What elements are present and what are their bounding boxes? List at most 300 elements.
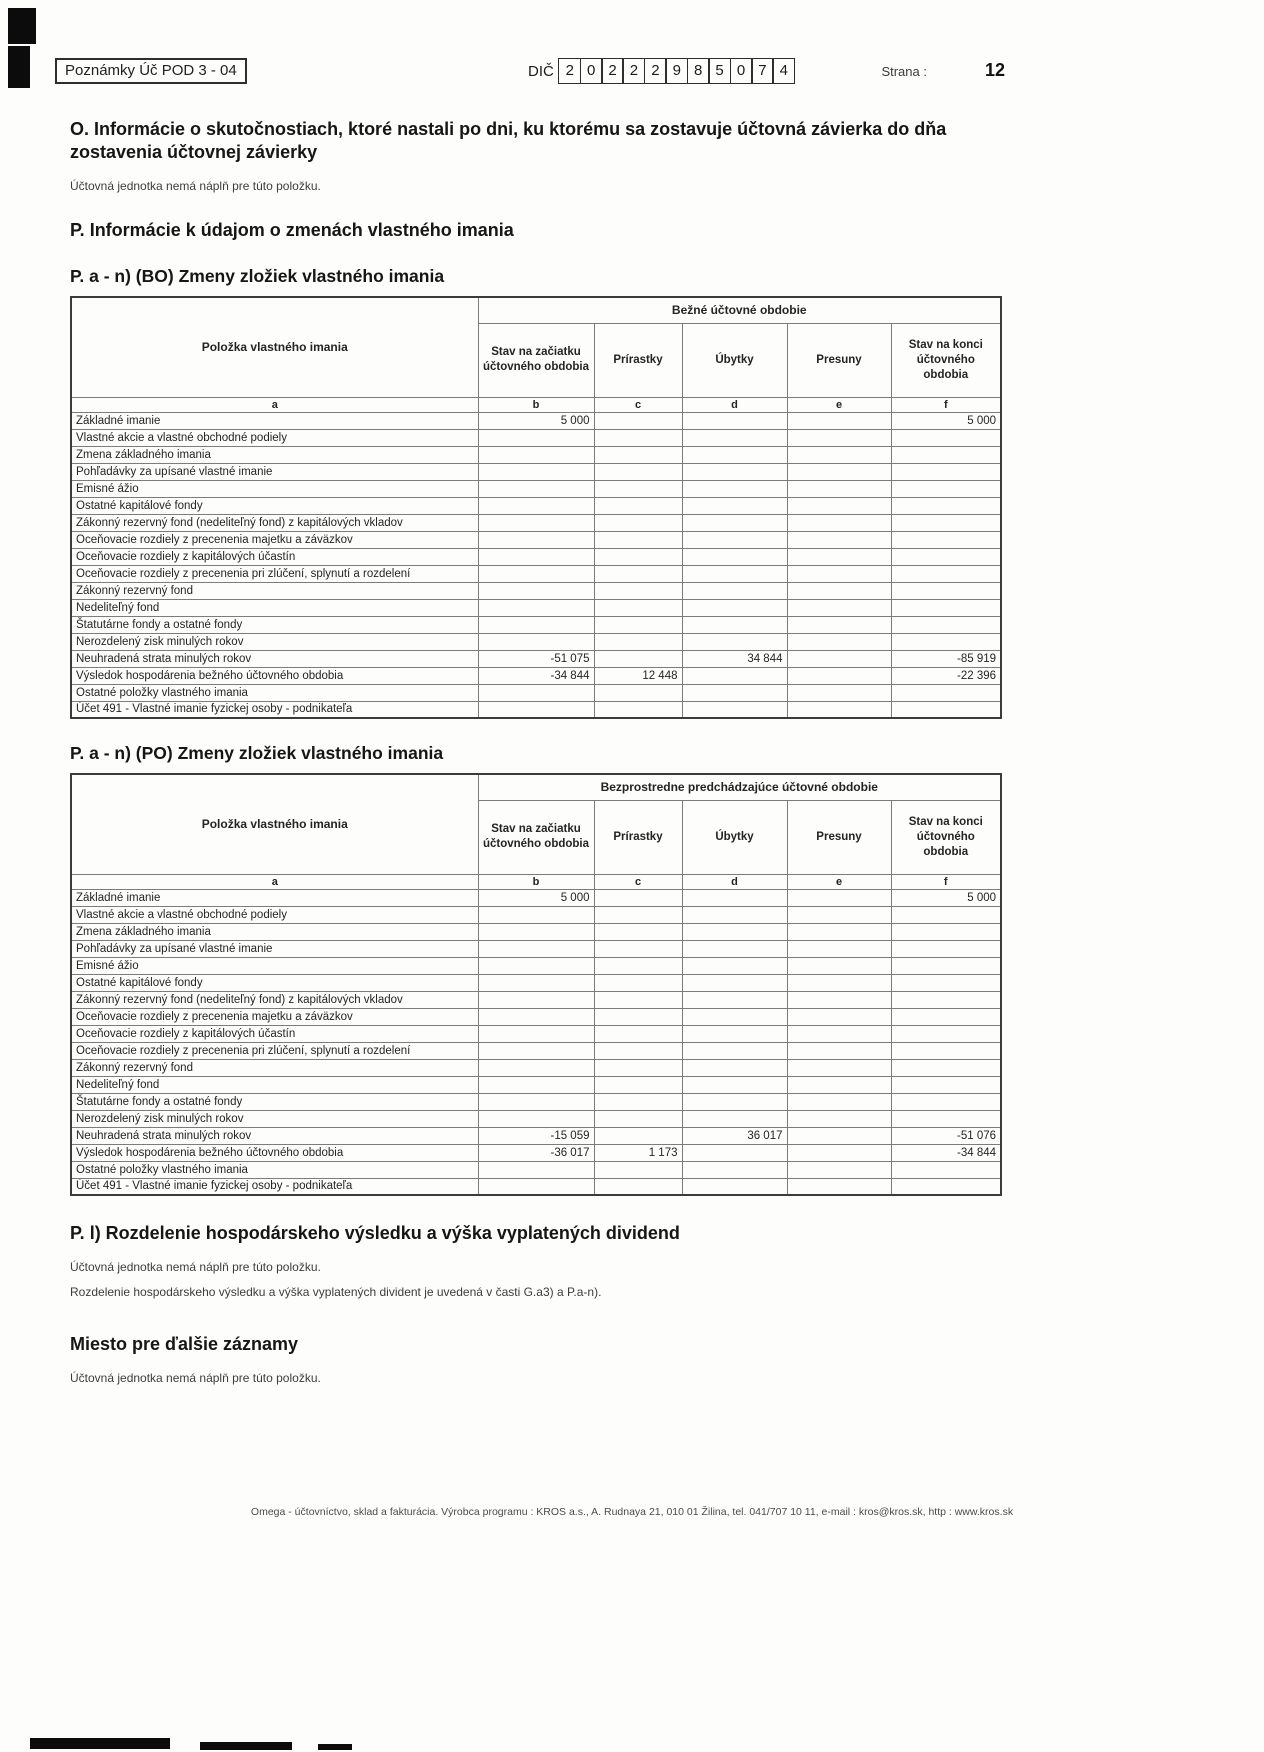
row-value-f xyxy=(891,548,1001,565)
row-value-e xyxy=(787,923,891,940)
row-value-d xyxy=(682,497,787,514)
row-value-d xyxy=(682,599,787,616)
dic-digit-box: 2 xyxy=(601,58,624,84)
row-label: Ostatné položky vlastného imania xyxy=(71,684,478,701)
row-value-e xyxy=(787,1042,891,1059)
row-value-e xyxy=(787,463,891,480)
row-value-e xyxy=(787,1144,891,1161)
row-value-e xyxy=(787,701,891,718)
row-value-b xyxy=(478,616,594,633)
row-value-c xyxy=(594,1161,682,1178)
row-value-e xyxy=(787,514,891,531)
col-header-c: Prírastky xyxy=(594,323,682,397)
row-label: Štatutárne fondy a ostatné fondy xyxy=(71,616,478,633)
dic-digit-box: 4 xyxy=(772,58,795,84)
row-label: Zákonný rezervný fond xyxy=(71,1059,478,1076)
row-value-d xyxy=(682,514,787,531)
row-value-b xyxy=(478,991,594,1008)
row-value-c xyxy=(594,957,682,974)
row-value-d xyxy=(682,1110,787,1127)
row-value-f xyxy=(891,940,1001,957)
row-value-d: 36 017 xyxy=(682,1127,787,1144)
row-value-c xyxy=(594,1059,682,1076)
dic-digit-box: 8 xyxy=(687,58,710,84)
dic-digit-box: 2 xyxy=(644,58,667,84)
imania-row xyxy=(71,480,1001,497)
letter-b: b xyxy=(478,874,594,889)
row-value-c xyxy=(594,497,682,514)
imania-row xyxy=(71,1161,1001,1178)
row-value-c xyxy=(594,412,682,429)
imania-table-bo xyxy=(70,296,1002,719)
row-value-c xyxy=(594,548,682,565)
imania-row xyxy=(71,940,1001,957)
scan-artifact xyxy=(318,1744,352,1750)
row-value-e xyxy=(787,1025,891,1042)
row-value-d xyxy=(682,1093,787,1110)
row-value-f xyxy=(891,599,1001,616)
row-value-b xyxy=(478,1042,594,1059)
row-value-d xyxy=(682,1076,787,1093)
letter-c: c xyxy=(594,397,682,412)
row-value-e xyxy=(787,412,891,429)
row-value-d xyxy=(682,616,787,633)
imania-row xyxy=(71,1008,1001,1025)
row-value-c xyxy=(594,446,682,463)
dic-label: DIČ xyxy=(528,62,554,80)
imania-row xyxy=(71,599,1001,616)
dic-field xyxy=(528,58,795,84)
row-value-e xyxy=(787,633,891,650)
imania-row xyxy=(71,582,1001,599)
imania-row xyxy=(71,1042,1001,1059)
col-header-d: Úbytky xyxy=(682,323,787,397)
row-value-b xyxy=(478,497,594,514)
imania-row xyxy=(71,701,1001,718)
row-value-b xyxy=(478,633,594,650)
row-value-b xyxy=(478,1059,594,1076)
letter-d: d xyxy=(682,874,787,889)
dic-digit-box: 0 xyxy=(580,58,603,84)
row-value-d xyxy=(682,548,787,565)
col-header-e: Presuny xyxy=(787,323,891,397)
row-value-f xyxy=(891,906,1001,923)
imania-row xyxy=(71,412,1001,429)
dic-digit-box: 5 xyxy=(708,58,731,84)
row-value-b xyxy=(478,957,594,974)
imania-row xyxy=(71,497,1001,514)
row-label: Vlastné akcie a vlastné obchodné podiely xyxy=(71,906,478,923)
imania-row xyxy=(71,684,1001,701)
scan-artifact xyxy=(8,46,30,88)
form-id-box: Poznámky Úč POD 3 - 04 xyxy=(55,58,247,84)
letter-f: f xyxy=(891,397,1001,412)
imania-row xyxy=(71,1076,1001,1093)
row-value-e xyxy=(787,906,891,923)
col-header-f: Stav na konci účtovného obdobia xyxy=(891,323,1001,397)
row-value-b: -15 059 xyxy=(478,1127,594,1144)
row-value-f xyxy=(891,429,1001,446)
row-value-e xyxy=(787,684,891,701)
row-value-b xyxy=(478,1076,594,1093)
col-header-item: Položka vlastného imania xyxy=(71,774,478,874)
row-value-e xyxy=(787,582,891,599)
row-value-f xyxy=(891,582,1001,599)
imania-row xyxy=(71,906,1001,923)
row-value-e xyxy=(787,1093,891,1110)
row-value-f: -85 919 xyxy=(891,650,1001,667)
row-label: Výsledok hospodárenia bežného účtovného obdobia xyxy=(71,1144,478,1161)
row-value-f xyxy=(891,701,1001,718)
section-pl-title: P. l) Rozdelenie hospodárskeho výsledku a výška vyplatených dividend xyxy=(70,1223,680,1244)
table-bo-title: P. a - n) (BO) Zmeny zložiek vlastného imania xyxy=(70,266,445,287)
row-value-e xyxy=(787,565,891,582)
row-label: Nerozdelený zisk minulých rokov xyxy=(71,1110,478,1127)
row-value-c xyxy=(594,514,682,531)
row-label: Emisné ážio xyxy=(71,480,478,497)
row-value-d xyxy=(682,412,787,429)
row-label: Emisné ážio xyxy=(71,957,478,974)
row-value-f: -51 076 xyxy=(891,1127,1001,1144)
row-value-e xyxy=(787,1127,891,1144)
row-value-b xyxy=(478,701,594,718)
row-value-b xyxy=(478,684,594,701)
row-value-e xyxy=(787,480,891,497)
row-value-f xyxy=(891,1076,1001,1093)
row-value-c xyxy=(594,616,682,633)
imania-row xyxy=(71,548,1001,565)
row-value-d xyxy=(682,667,787,684)
row-value-d xyxy=(682,1161,787,1178)
col-header-c: Prírastky xyxy=(594,800,682,874)
row-value-b xyxy=(478,514,594,531)
row-label: Oceňovacie rozdiely z precenenia pri zlúčení, splynutí a rozdelení xyxy=(71,565,478,582)
row-value-c xyxy=(594,701,682,718)
letter-f: f xyxy=(891,874,1001,889)
imania-row xyxy=(71,429,1001,446)
row-value-f xyxy=(891,531,1001,548)
row-value-b xyxy=(478,1110,594,1127)
row-value-f xyxy=(891,514,1001,531)
row-value-d xyxy=(682,1008,787,1025)
row-value-f xyxy=(891,633,1001,650)
row-value-d xyxy=(682,1178,787,1195)
col-header-b: Stav na začiatku účtovného obdobia xyxy=(478,323,594,397)
row-value-c xyxy=(594,889,682,906)
imania-row xyxy=(71,1059,1001,1076)
row-value-f xyxy=(891,1161,1001,1178)
row-value-d xyxy=(682,889,787,906)
row-value-d xyxy=(682,991,787,1008)
row-label: Nerozdelený zisk minulých rokov xyxy=(71,633,478,650)
row-label: Pohľadávky za upísané vlastné imanie xyxy=(71,463,478,480)
row-label: Účet 491 - Vlastné imanie fyzickej osoby - podnikateľa xyxy=(71,701,478,718)
row-label: Zákonný rezervný fond xyxy=(71,582,478,599)
row-value-e xyxy=(787,548,891,565)
row-value-c xyxy=(594,565,682,582)
row-label: Účet 491 - Vlastné imanie fyzickej osoby - podnikateľa xyxy=(71,1178,478,1195)
row-value-e xyxy=(787,889,891,906)
row-value-d xyxy=(682,957,787,974)
row-value-d xyxy=(682,1059,787,1076)
imania-row xyxy=(71,1127,1001,1144)
row-value-c xyxy=(594,974,682,991)
row-label: Neuhradená strata minulých rokov xyxy=(71,1127,478,1144)
row-value-d xyxy=(682,633,787,650)
row-value-c xyxy=(594,906,682,923)
imania-row xyxy=(71,957,1001,974)
table-po-title: P. a - n) (PO) Zmeny zložiek vlastného imania xyxy=(70,743,444,764)
row-value-c xyxy=(594,1042,682,1059)
row-label: Vlastné akcie a vlastné obchodné podiely xyxy=(71,429,478,446)
row-value-b xyxy=(478,446,594,463)
row-value-d xyxy=(682,701,787,718)
row-label: Základné imanie xyxy=(71,412,478,429)
row-value-b: -34 844 xyxy=(478,667,594,684)
section-o-title: O. Informácie o skutočnostiach, ktoré nastali po dni, ku ktorému sa zostavuje účtovná závierka do dňa zostavenia účtovnej závierky xyxy=(70,119,947,163)
row-label: Nedeliteľný fond xyxy=(71,1076,478,1093)
imania-row xyxy=(71,514,1001,531)
row-label: Štatutárne fondy a ostatné fondy xyxy=(71,1093,478,1110)
row-value-b xyxy=(478,1093,594,1110)
row-value-b xyxy=(478,1161,594,1178)
row-value-e xyxy=(787,991,891,1008)
row-value-e xyxy=(787,650,891,667)
row-value-b xyxy=(478,974,594,991)
dic-digit-box: 0 xyxy=(730,58,753,84)
row-value-b xyxy=(478,1025,594,1042)
period-header: Bezprostredne predchádzajúce účtovné obdobie xyxy=(478,774,1001,800)
row-value-b xyxy=(478,531,594,548)
row-value-f: 5 000 xyxy=(891,412,1001,429)
row-value-e xyxy=(787,974,891,991)
section-o-note: Účtovná jednotka nemá náplň pre túto položku. xyxy=(70,179,321,194)
col-header-d: Úbytky xyxy=(682,800,787,874)
row-label: Zákonný rezervný fond (nedeliteľný fond) z kapitálových vkladov xyxy=(71,991,478,1008)
row-value-b xyxy=(478,1008,594,1025)
row-value-c xyxy=(594,940,682,957)
misc-note: Účtovná jednotka nemá náplň pre túto položku. xyxy=(70,1371,321,1386)
row-value-c: 12 448 xyxy=(594,667,682,684)
row-value-f xyxy=(891,684,1001,701)
row-value-e xyxy=(787,497,891,514)
row-value-c xyxy=(594,1076,682,1093)
scan-artifact xyxy=(30,1738,170,1749)
row-value-f xyxy=(891,923,1001,940)
row-value-e xyxy=(787,1110,891,1127)
col-header-f: Stav na konci účtovného obdobia xyxy=(891,800,1001,874)
row-value-b xyxy=(478,548,594,565)
row-label: Oceňovacie rozdiely z kapitálových účastín xyxy=(71,548,478,565)
row-value-d xyxy=(682,1025,787,1042)
row-label: Výsledok hospodárenia bežného účtovného obdobia xyxy=(71,667,478,684)
row-label: Zmena základného imania xyxy=(71,923,478,940)
row-value-e xyxy=(787,1076,891,1093)
letters-row xyxy=(71,874,1001,889)
row-value-c xyxy=(594,531,682,548)
section-pl-note-2: Rozdelenie hospodárskeho výsledku a výška vyplatených divident je uvedená v časti G.a3) a P.a-n). xyxy=(70,1285,602,1300)
imania-row xyxy=(71,446,1001,463)
row-value-b xyxy=(478,565,594,582)
row-value-b xyxy=(478,480,594,497)
table-header-row xyxy=(71,774,1001,800)
row-value-d xyxy=(682,531,787,548)
row-value-f xyxy=(891,446,1001,463)
row-value-b xyxy=(478,599,594,616)
period-header: Bežné účtovné obdobie xyxy=(478,297,1001,323)
row-value-f xyxy=(891,1178,1001,1195)
dic-digit-box: 2 xyxy=(558,58,581,84)
row-label: Neuhradená strata minulých rokov xyxy=(71,650,478,667)
row-value-e xyxy=(787,531,891,548)
row-value-d xyxy=(682,480,787,497)
row-value-b: 5 000 xyxy=(478,889,594,906)
row-value-f xyxy=(891,1042,1001,1059)
row-label: Oceňovacie rozdiely z kapitálových účastín xyxy=(71,1025,478,1042)
row-value-f xyxy=(891,463,1001,480)
dic-digit-box: 7 xyxy=(751,58,774,84)
imania-row xyxy=(71,991,1001,1008)
row-value-d xyxy=(682,940,787,957)
row-value-b: -36 017 xyxy=(478,1144,594,1161)
row-value-f xyxy=(891,957,1001,974)
row-value-c xyxy=(594,1178,682,1195)
letter-b: b xyxy=(478,397,594,412)
row-value-e xyxy=(787,446,891,463)
row-value-d xyxy=(682,1144,787,1161)
imania-row xyxy=(71,633,1001,650)
doc-header xyxy=(65,56,1005,92)
imania-row xyxy=(71,616,1001,633)
scan-artifact xyxy=(8,8,36,44)
row-value-d xyxy=(682,906,787,923)
imania-row xyxy=(71,889,1001,906)
row-value-f: -22 396 xyxy=(891,667,1001,684)
row-value-d xyxy=(682,463,787,480)
row-value-f xyxy=(891,497,1001,514)
row-value-e xyxy=(787,1161,891,1178)
table-header-row xyxy=(71,297,1001,323)
row-value-c xyxy=(594,991,682,1008)
row-value-f xyxy=(891,565,1001,582)
row-value-f xyxy=(891,1093,1001,1110)
row-value-e xyxy=(787,599,891,616)
row-value-e xyxy=(787,616,891,633)
imania-row xyxy=(71,650,1001,667)
imania-row xyxy=(71,565,1001,582)
row-value-b xyxy=(478,940,594,957)
row-label: Oceňovacie rozdiely z precenenia pri zlúčení, splynutí a rozdelení xyxy=(71,1042,478,1059)
imania-row xyxy=(71,1144,1001,1161)
row-label: Pohľadávky za upísané vlastné imanie xyxy=(71,940,478,957)
row-label: Zákonný rezervný fond (nedeliteľný fond) z kapitálových vkladov xyxy=(71,514,478,531)
row-value-b xyxy=(478,582,594,599)
row-label: Oceňovacie rozdiely z precenenia majetku a záväzkov xyxy=(71,531,478,548)
letter-a: a xyxy=(71,397,478,412)
row-value-e xyxy=(787,1178,891,1195)
imania-table-po xyxy=(70,773,1002,1196)
row-value-f: 5 000 xyxy=(891,889,1001,906)
row-value-f xyxy=(891,991,1001,1008)
row-value-f xyxy=(891,1059,1001,1076)
row-value-c xyxy=(594,1025,682,1042)
letter-c: c xyxy=(594,874,682,889)
row-value-e xyxy=(787,667,891,684)
imania-row xyxy=(71,923,1001,940)
row-value-c xyxy=(594,480,682,497)
row-value-d xyxy=(682,565,787,582)
imania-row xyxy=(71,667,1001,684)
row-value-d xyxy=(682,684,787,701)
page-indicator xyxy=(881,60,1005,81)
row-value-d xyxy=(682,923,787,940)
letter-d: d xyxy=(682,397,787,412)
row-value-e xyxy=(787,1059,891,1076)
row-value-d xyxy=(682,446,787,463)
row-label: Zmena základného imania xyxy=(71,446,478,463)
page-label: Strana : xyxy=(881,64,927,79)
row-value-c xyxy=(594,463,682,480)
row-label: Základné imanie xyxy=(71,889,478,906)
row-value-f xyxy=(891,1110,1001,1127)
row-value-b: -51 075 xyxy=(478,650,594,667)
row-label: Nedeliteľný fond xyxy=(71,599,478,616)
row-label: Ostatné položky vlastného imania xyxy=(71,1161,478,1178)
row-label: Ostatné kapitálové fondy xyxy=(71,497,478,514)
row-value-f xyxy=(891,616,1001,633)
row-value-b xyxy=(478,463,594,480)
letter-e: e xyxy=(787,874,891,889)
row-value-e xyxy=(787,957,891,974)
row-value-c xyxy=(594,650,682,667)
row-value-c xyxy=(594,1093,682,1110)
row-value-e xyxy=(787,429,891,446)
col-header-b: Stav na začiatku účtovného obdobia xyxy=(478,800,594,874)
misc-title: Miesto pre ďalšie záznamy xyxy=(70,1334,299,1355)
dic-cells xyxy=(560,58,795,84)
row-value-f xyxy=(891,1025,1001,1042)
row-value-d xyxy=(682,974,787,991)
scan-artifact xyxy=(200,1742,292,1750)
row-value-b xyxy=(478,923,594,940)
imania-row xyxy=(71,1178,1001,1195)
row-value-c xyxy=(594,923,682,940)
imania-row xyxy=(71,1110,1001,1127)
dic-digit-box: 9 xyxy=(665,58,688,84)
dic-digit-box: 2 xyxy=(622,58,645,84)
row-value-d: 34 844 xyxy=(682,650,787,667)
row-value-c xyxy=(594,599,682,616)
row-value-c xyxy=(594,684,682,701)
letters-row xyxy=(71,397,1001,412)
row-value-c xyxy=(594,633,682,650)
row-value-c: 1 173 xyxy=(594,1144,682,1161)
row-value-c xyxy=(594,582,682,599)
row-value-d xyxy=(682,429,787,446)
letter-a: a xyxy=(71,874,478,889)
row-label: Ostatné kapitálové fondy xyxy=(71,974,478,991)
row-value-b xyxy=(478,906,594,923)
imania-row xyxy=(71,1093,1001,1110)
row-value-f xyxy=(891,480,1001,497)
imania-row xyxy=(71,531,1001,548)
row-value-b xyxy=(478,1178,594,1195)
footer-text: Omega - účtovníctvo, sklad a fakturácia. Výrobca programu : KROS a.s., A. Rudnaya 21, 010 01 Žilina, tel. 041/707 10 11, e-mail : kros@kros.sk, http : www.kros.sk xyxy=(250,1506,1014,1518)
row-label: Oceňovacie rozdiely z precenenia majetku a záväzkov xyxy=(71,1008,478,1025)
row-value-c xyxy=(594,1110,682,1127)
row-value-c xyxy=(594,1127,682,1144)
imania-row xyxy=(71,974,1001,991)
